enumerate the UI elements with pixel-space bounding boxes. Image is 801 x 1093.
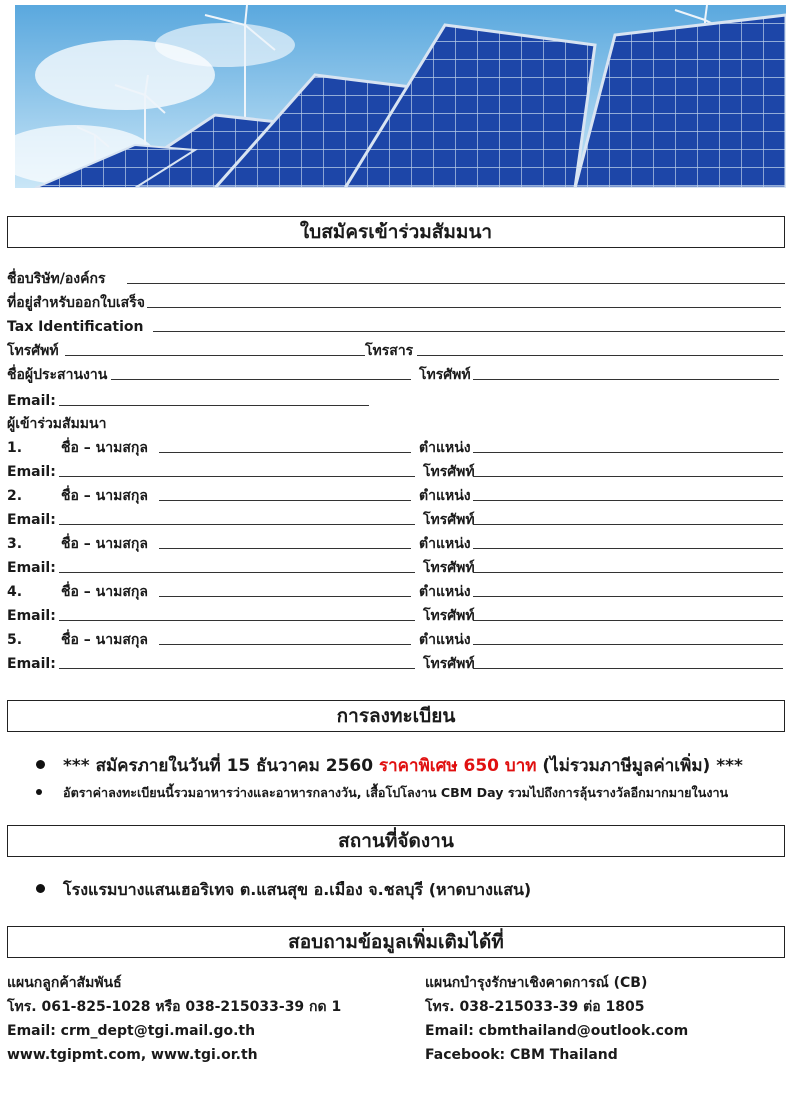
contact-right-facebook[interactable]: Facebook: CBM Thailand (425, 1047, 618, 1063)
venue-place: โรงแรมบางแสนเฮอริเทจ ต.แสนสุข อ.เมือง จ.ชลบุรี (หาดบางแสน) (63, 880, 532, 899)
form-title: ใบสมัครเข้าร่วมสัมมนา (7, 216, 785, 248)
participant-position-input-line[interactable] (473, 548, 783, 549)
participant-name-label: ชื่อ – นามสกุล (61, 440, 148, 456)
participant-email-input-line[interactable] (59, 668, 415, 669)
participant-phone-input-line[interactable] (473, 524, 783, 525)
tax-line (7, 316, 785, 338)
participant-phone-input-line[interactable] (473, 620, 783, 621)
participant-email-label: Email: (7, 512, 56, 528)
participant-position-input-line[interactable] (473, 644, 783, 645)
coordinator-input-line[interactable] (111, 379, 411, 380)
contact-left-phone: โทร. 061-825-1028 หรือ 038-215033-39 กด 1 (7, 999, 342, 1015)
participant-name-label: ชื่อ – นามสกุล (61, 632, 148, 648)
address-label: ที่อยู่สำหรับออกใบเสร็จ (7, 295, 145, 311)
contact-left-email[interactable]: Email: crm_dept@tgi.mail.go.th (7, 1023, 256, 1039)
phone-label: โทรศัพท์ (7, 343, 59, 359)
bullet-icon (36, 884, 45, 893)
participant-phone-label: โทรศัพท์ (423, 512, 475, 528)
fax-label: โทรสาร (365, 343, 414, 359)
participant-number: 1. (7, 440, 23, 456)
participant-name-label: ชื่อ – นามสกุล (61, 584, 148, 600)
inquiry-heading: สอบถามข้อมูลเพิ่มเติมได้ที่ (7, 926, 785, 958)
participant-name-input-line[interactable] (159, 500, 411, 501)
registration-price-item (36, 752, 796, 779)
participant-row (7, 629, 785, 651)
fax-input-line[interactable] (417, 355, 783, 356)
participant-number: 4. (7, 584, 23, 600)
email-input-line[interactable] (59, 405, 369, 406)
participant-phone-label: โทรศัพท์ (423, 464, 475, 480)
phone-input-line[interactable] (65, 355, 365, 356)
participant-position-input-line[interactable] (473, 500, 783, 501)
venue-item (36, 878, 796, 903)
company-input-line[interactable] (127, 283, 785, 284)
participant-email-input-line[interactable] (59, 476, 415, 477)
banner-image (15, 5, 786, 188)
email-line (7, 390, 785, 412)
tax-label: Tax Identification (7, 319, 144, 335)
email-label: Email: (7, 393, 56, 409)
contact-right-phone: โทร. 038-215033-39 ต่อ 1805 (425, 999, 645, 1015)
participant-email-input-line[interactable] (59, 572, 415, 573)
participant-position-label: ตำแหน่ง (419, 488, 471, 504)
participants-heading (7, 413, 785, 435)
participant-number: 5. (7, 632, 23, 648)
participant-row (7, 581, 785, 603)
participant-phone-label: โทรศัพท์ (423, 560, 475, 576)
participant-phone-input-line[interactable] (473, 572, 783, 573)
participant-contact-row (7, 557, 785, 579)
participant-email-label: Email: (7, 656, 56, 672)
contact-right (425, 971, 688, 1067)
participants-heading-text: ผู้เข้าร่วมสัมมนา (7, 416, 107, 432)
contact-right-email[interactable]: Email: cbmthailand@outlook.com (425, 1023, 689, 1039)
participant-email-input-line[interactable] (59, 524, 415, 525)
participant-position-label: ตำแหน่ง (419, 584, 471, 600)
participant-contact-row (7, 509, 785, 531)
registration-heading: การลงทะเบียน (7, 700, 785, 732)
participant-phone-input-line[interactable] (473, 668, 783, 669)
participant-position-input-line[interactable] (473, 596, 783, 597)
coordinator-phone-label: โทรศัพท์ (419, 367, 471, 383)
participant-row (7, 437, 785, 459)
participant-name-input-line[interactable] (159, 596, 411, 597)
contact-left (7, 971, 341, 1067)
participant-contact-row (7, 461, 785, 483)
price-special: ราคาพิเศษ 650 บาท (379, 756, 537, 776)
participant-email-label: Email: (7, 560, 56, 576)
price-suffix: (ไม่รวมภาษีมูลค่าเพิ่ม) *** (536, 756, 743, 776)
participant-number: 3. (7, 536, 23, 552)
contact-left-web[interactable]: www.tgipmt.com, www.tgi.or.th (7, 1047, 258, 1063)
participant-number: 2. (7, 488, 23, 504)
participant-contact-row (7, 653, 785, 675)
address-input-line[interactable] (147, 307, 781, 308)
venue-heading: สถานที่จัดงาน (7, 825, 785, 857)
participant-phone-input-line[interactable] (473, 476, 783, 477)
contact-left-dept: แผนกลูกค้าสัมพันธ์ (7, 975, 122, 991)
participant-position-input-line[interactable] (473, 452, 783, 453)
coordinator-phone-input-line[interactable] (473, 379, 779, 380)
participant-name-input-line[interactable] (159, 548, 411, 549)
address-line (7, 292, 785, 314)
solar-panels-illustration (15, 5, 786, 188)
participant-contact-row (7, 605, 785, 627)
bullet-icon (36, 760, 45, 769)
participant-row (7, 533, 785, 555)
company-label: ชื่อบริษัท/องค์กร (7, 271, 106, 287)
participant-email-label: Email: (7, 608, 56, 624)
participant-email-label: Email: (7, 464, 56, 480)
coordinator-line (7, 364, 785, 386)
registration-includes-item (36, 783, 796, 803)
company-line (7, 268, 785, 290)
contact-right-dept: แผนกบำรุงรักษาเชิงคาดการณ์ (CB) (425, 975, 648, 991)
includes-text: อัตราค่าลงทะเบียนนี้รวมอาหารว่างและอาหารกลางวัน, เสื้อโปโลงาน CBM Day รวมไปถึงการลุ้นรางวัลอีกมากมายในงาน (63, 785, 729, 800)
participant-name-input-line[interactable] (159, 452, 411, 453)
price-prefix: *** สมัครภายในวันที่ 15 ธันวาคม 2560 (63, 756, 379, 776)
participant-name-input-line[interactable] (159, 644, 411, 645)
coordinator-label: ชื่อผู้ประสานงาน (7, 367, 108, 383)
participant-phone-label: โทรศัพท์ (423, 656, 475, 672)
participant-position-label: ตำแหน่ง (419, 440, 471, 456)
participant-phone-label: โทรศัพท์ (423, 608, 475, 624)
participant-position-label: ตำแหน่ง (419, 536, 471, 552)
participant-email-input-line[interactable] (59, 620, 415, 621)
participant-name-label: ชื่อ – นามสกุล (61, 536, 148, 552)
bullet-icon (36, 789, 42, 795)
participant-row (7, 485, 785, 507)
tax-input-line[interactable] (153, 331, 785, 332)
phone-fax-line (7, 340, 785, 362)
participant-position-label: ตำแหน่ง (419, 632, 471, 648)
participant-name-label: ชื่อ – นามสกุล (61, 488, 148, 504)
